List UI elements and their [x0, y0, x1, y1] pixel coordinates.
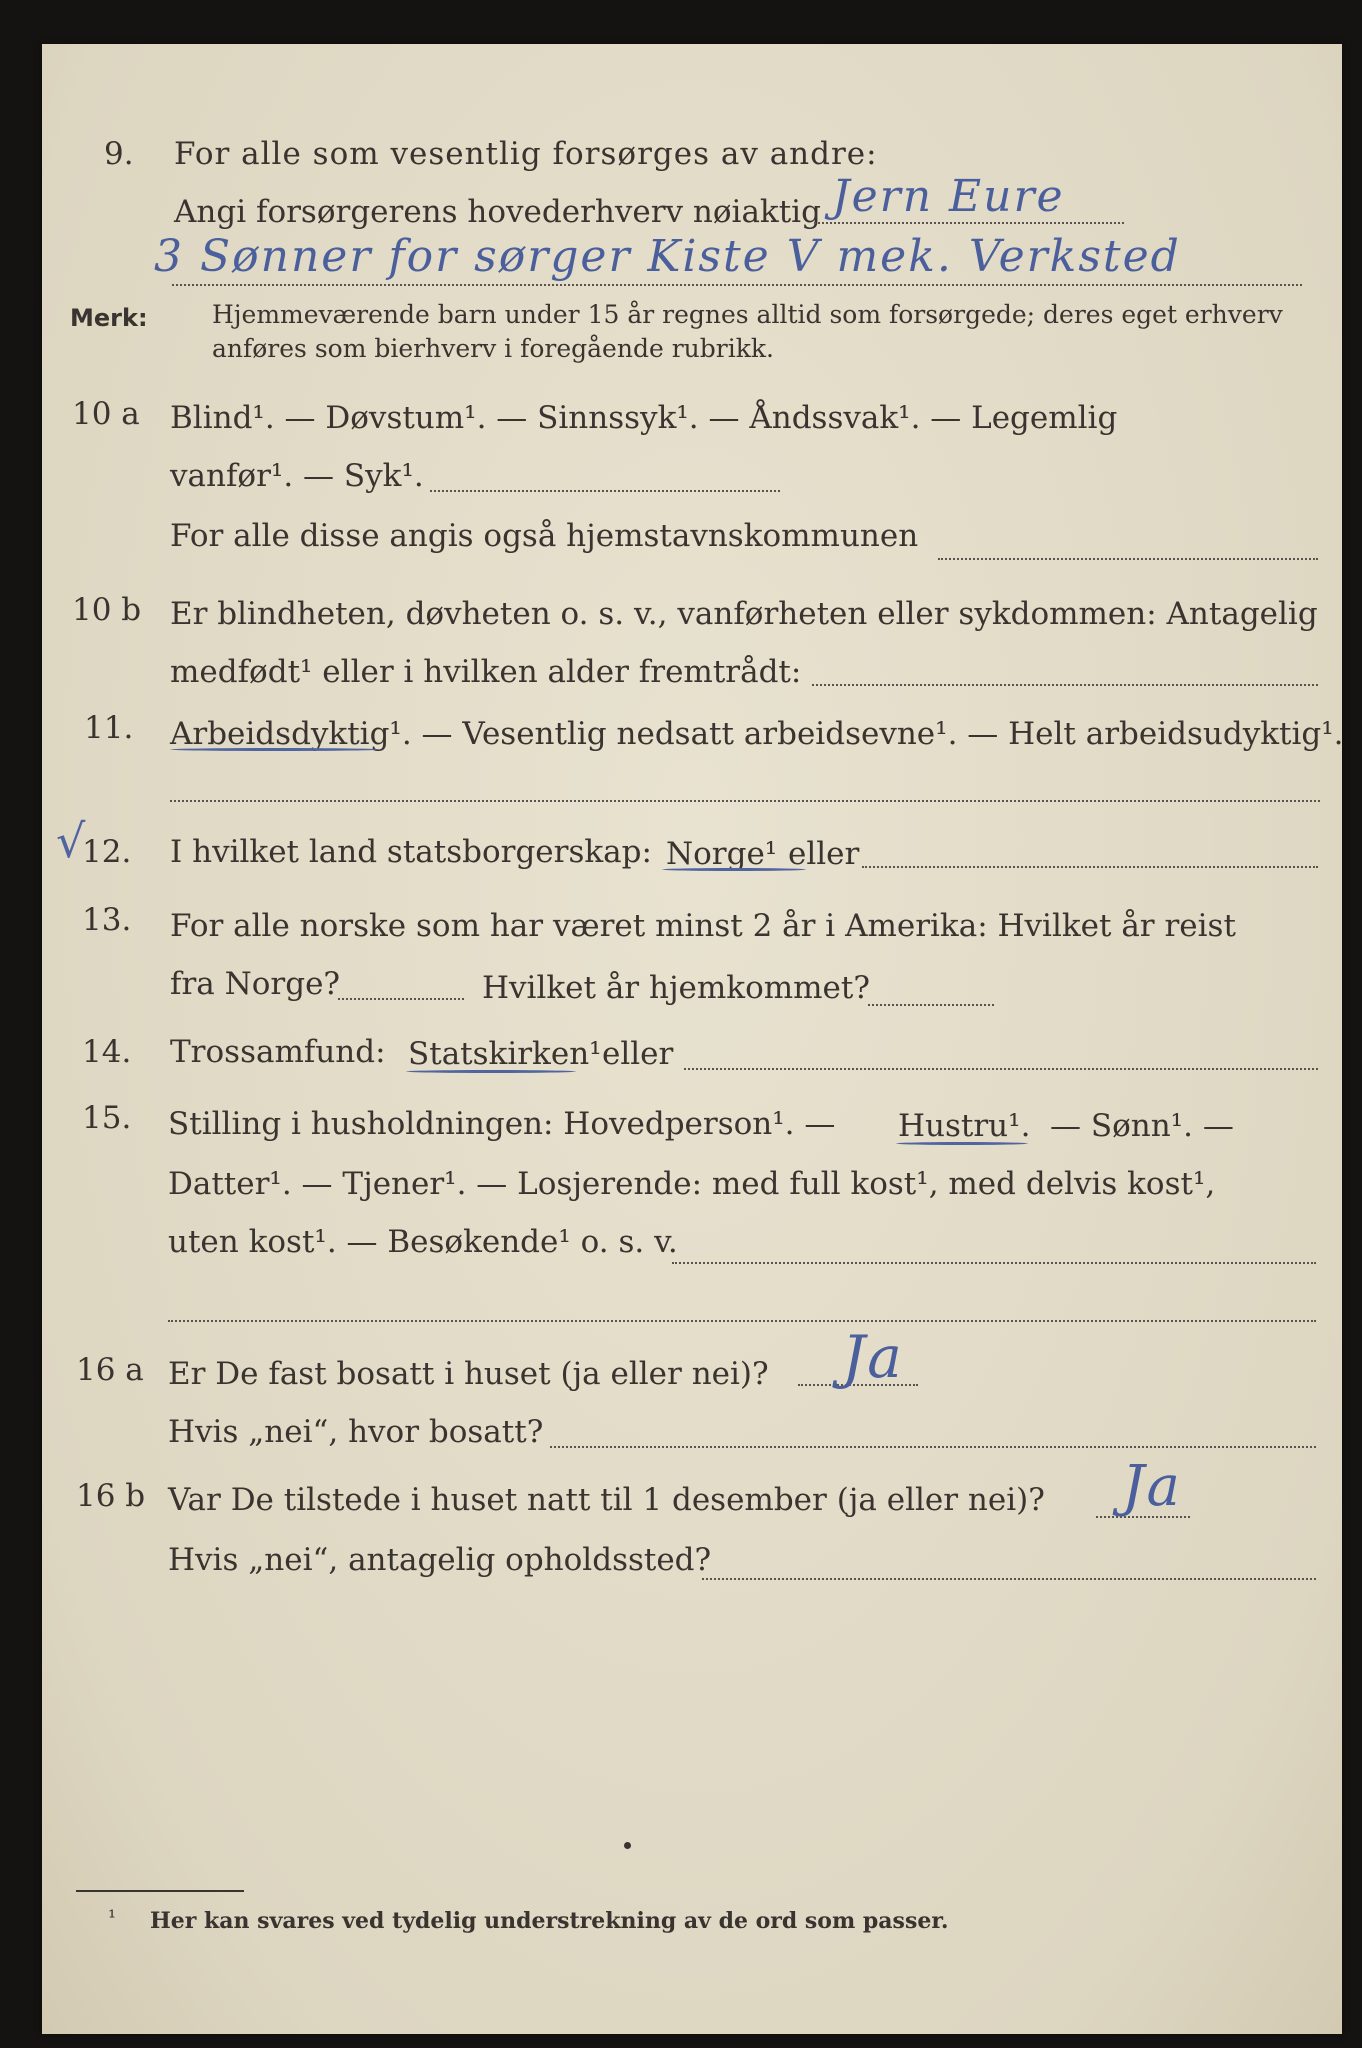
q12-option-norge: Norge¹ — [666, 836, 778, 872]
q9-handwritten-answer1: Jern Eure — [832, 171, 1065, 222]
q10a-line1: Blind¹. — Døvstum¹. — Sinnssyk¹. — Åndssvak¹. — Legemlig — [170, 400, 1118, 436]
q16b-number: 16 b — [76, 1478, 146, 1514]
q9-answer-line2 — [172, 284, 1302, 286]
merk-label: Merk: — [70, 304, 148, 332]
q13-line1: For alle norske som har været minst 2 år i Amerika: Hvilket år reist — [170, 908, 1236, 944]
q15-underline-mark — [896, 1142, 1028, 1145]
q10a-number: 10 a — [72, 396, 140, 432]
q15-line2: Datter¹. — Tjener¹. — Losjerende: med full kost¹, med delvis kost¹, — [168, 1166, 1216, 1202]
q15-answer-line2 — [168, 1320, 1316, 1322]
q16b-line2: Hvis „nei“, antagelig opholdssted? — [168, 1542, 712, 1578]
footnote-rule — [76, 1890, 244, 1892]
q12-text: I hvilket land statsborgerskap: — [170, 834, 652, 870]
q16b-handwritten-answer: Ja — [1122, 1454, 1182, 1519]
q15-number: 15. — [82, 1100, 132, 1136]
q13-line2a: fra Norge? — [170, 966, 341, 1002]
q13-number: 13. — [82, 902, 132, 938]
q14-number: 14. — [82, 1034, 132, 1070]
q13-line2b: Hvilket år hjemkommet? — [482, 970, 870, 1006]
q9-answer-line — [814, 222, 1124, 224]
q10a-answer-line2 — [938, 558, 1318, 560]
merk-line2: anføres som bierhverv i foregående rubrikk. — [212, 334, 774, 363]
merk-line1: Hjemmeværende barn under 15 år regnes alltid som forsørgede; deres eget erhverv — [212, 300, 1283, 329]
q15-option-hustru: Hustru¹. — [898, 1108, 1031, 1144]
q11-number: 11. — [84, 710, 134, 746]
q12-number: 12. — [82, 834, 132, 870]
q9-handwritten-answer2: 3 Sønner for sørger Kiste V mek. Verksted — [154, 231, 1181, 282]
q16a-line2: Hvis „nei“, hvor bosatt? — [168, 1414, 544, 1450]
q14-underline-mark — [406, 1070, 576, 1073]
q14-text: Trossamfund: — [170, 1034, 386, 1070]
q10a-line2: vanfør¹. — Syk¹. — [170, 458, 424, 494]
q15-answer-line1 — [672, 1262, 1316, 1264]
q12-check-mark: √ — [56, 814, 86, 868]
q15-line1c: — Sønn¹. — — [1050, 1108, 1234, 1144]
q9-line1: For alle som vesentlig forsørges av andre: — [174, 136, 878, 172]
q16a-number: 16 a — [76, 1352, 144, 1388]
q9-line2: Angi forsørgerens hovederhverv nøiaktig — [174, 194, 821, 230]
q16b-answer-line2 — [702, 1578, 1316, 1580]
q11-answer-line — [170, 800, 1320, 802]
ink-dot — [624, 1842, 631, 1849]
q11-line1: Arbeidsdyktig¹. — Vesentlig nedsatt arbeidsevne¹. — Helt arbeidsudyktig¹. — [170, 716, 1344, 752]
q12-underline-mark — [662, 868, 806, 871]
q10b-answer-line — [812, 684, 1318, 686]
footnote-text: Her kan svares ved tydelig understrekning av de ord som passer. — [150, 1908, 949, 1934]
q13-answer-line1 — [338, 998, 464, 1000]
q14-option-statskirken: Statskirken¹ — [408, 1036, 602, 1072]
q10b-number: 10 b — [72, 592, 142, 628]
q14-answer-line — [684, 1068, 1318, 1070]
footnote-mark: ¹ — [108, 1905, 117, 1929]
q10b-line1: Er blindheten, døvheten o. s. v., vanførheten eller sykdommen: Antagelig — [170, 596, 1318, 632]
census-form-page — [42, 44, 1342, 2034]
q15-line1a: Stilling i husholdningen: Hovedperson¹. — — [168, 1106, 836, 1142]
q10a-answer-line1 — [430, 490, 780, 492]
q10a-line3: For alle disse angis også hjemstavnskommunen — [170, 518, 919, 554]
q11-underline-mark — [170, 748, 380, 751]
q9-number: 9. — [104, 136, 134, 172]
q12-tail: eller — [788, 836, 860, 872]
q13-answer-line2 — [868, 1004, 994, 1006]
q16b-line1: Var De tilstede i huset natt til 1 desember (ja eller nei)? — [168, 1482, 1045, 1518]
q16a-line1: Er De fast bosatt i huset (ja eller nei)? — [168, 1356, 769, 1392]
q16a-answer-line2 — [550, 1446, 1316, 1448]
q15-line3: uten kost¹. — Besøkende¹ o. s. v. — [168, 1224, 678, 1260]
q14-tail: eller — [602, 1036, 674, 1072]
q16a-handwritten-answer: Ja — [842, 1323, 904, 1391]
q10b-line2: medfødt¹ eller i hvilken alder fremtrådt: — [170, 654, 802, 690]
q12-answer-line — [862, 866, 1318, 868]
